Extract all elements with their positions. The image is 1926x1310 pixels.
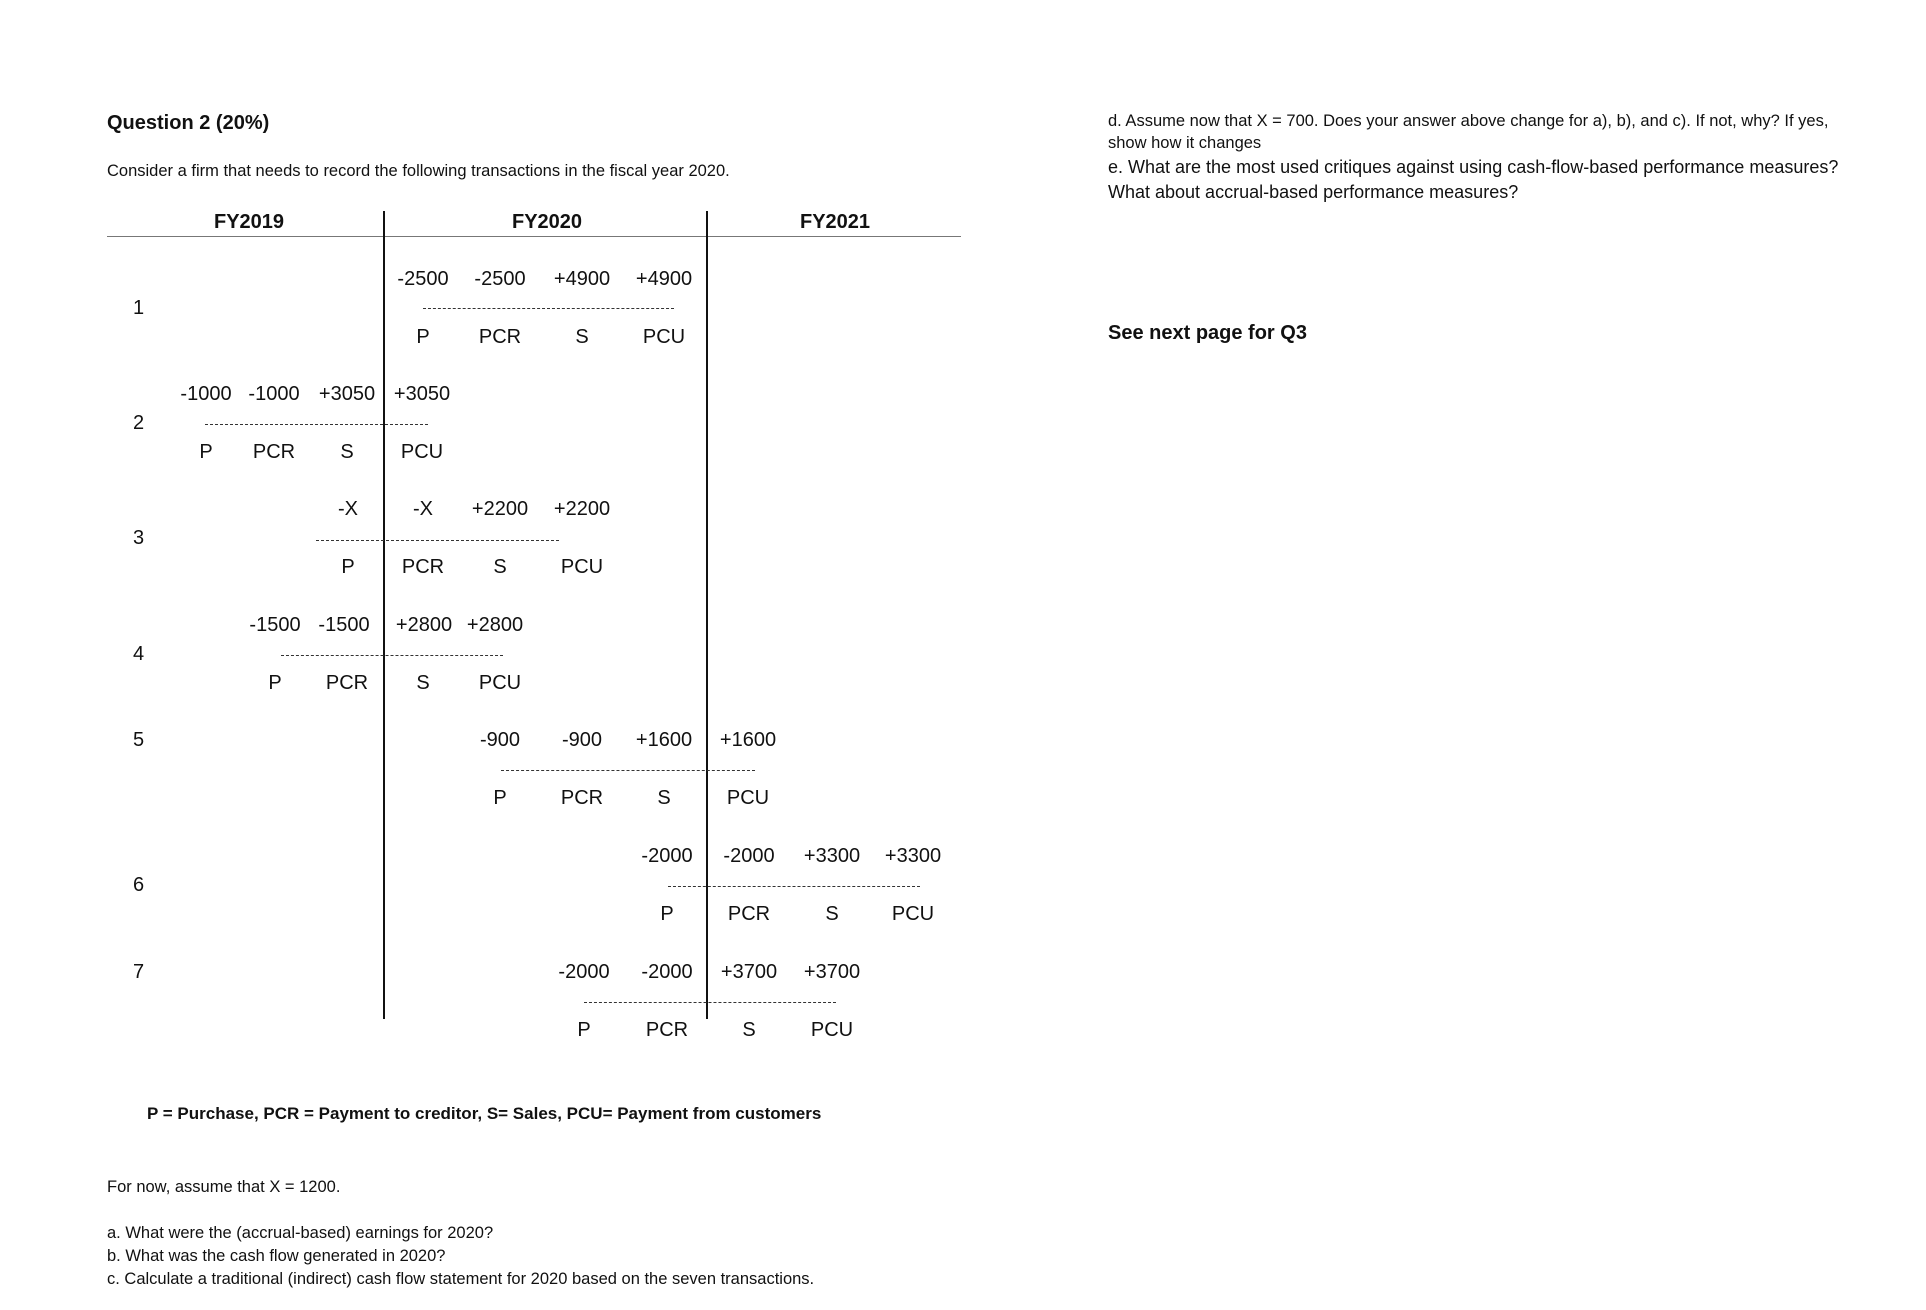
row6-value-pcu: +3300: [884, 845, 942, 867]
row6-value-p: -2000: [641, 845, 693, 867]
fy2020-header: FY2020: [512, 211, 583, 233]
fy2021-header: FY2021: [800, 211, 871, 233]
row1-value-s: +4900: [553, 268, 611, 290]
row2-value-pcr: -1000: [248, 383, 300, 405]
row6-label-s: S: [825, 903, 839, 925]
row4-label-pcr: PCR: [325, 672, 369, 694]
row-number: 3: [133, 527, 145, 549]
row5-label-pcr: PCR: [560, 787, 604, 809]
row6-dashed-span: [668, 886, 920, 887]
row1-value-pcu: +4900: [635, 268, 693, 290]
row2-value-s: +3050: [318, 383, 376, 405]
row5-label-p: P: [493, 787, 507, 809]
row1-value-pcr: -2500: [474, 268, 526, 290]
row5-label-pcu: PCU: [726, 787, 770, 809]
row5-value-p: -900: [479, 729, 521, 751]
fy2019-header: FY2019: [214, 211, 285, 233]
row6-label-pcu: PCU: [891, 903, 935, 925]
row1-value-p: -2500: [397, 268, 449, 290]
row6-value-pcr: -2000: [723, 845, 775, 867]
row2-value-p: -1000: [180, 383, 232, 405]
row4-value-pcr: -1500: [318, 614, 370, 636]
row4-label-s: S: [416, 672, 430, 694]
question-c: c. Calculate a traditional (indirect) cash flow statement for 2020 based on the seven transactions.: [107, 1270, 815, 1288]
row1-label-pcr: PCR: [478, 326, 522, 348]
row5-dashed-span: [501, 770, 755, 771]
row3-value-pcr: -X: [413, 498, 433, 520]
row4-value-pcu: +2800: [466, 614, 524, 636]
row2-label-pcr: PCR: [252, 441, 296, 463]
row5-value-pcr: -900: [561, 729, 603, 751]
legend: P = Purchase, PCR = Payment to creditor, S= Sales, PCU= Payment from customers: [147, 1104, 822, 1123]
row3-label-pcr: PCR: [401, 556, 445, 578]
question-title: Question 2 (20%): [107, 112, 270, 134]
row2-label-s: S: [340, 441, 354, 463]
row7-value-p: -2000: [558, 961, 610, 983]
question-e-line1: e. What are the most used critiques against using cash-flow-based performance measures?: [1108, 157, 1839, 177]
row3-dashed-span: [316, 540, 559, 541]
question-intro: Consider a firm that needs to record the following transactions in the fiscal year 2020.: [107, 162, 730, 180]
fy2020-fy2021-boundary: [706, 211, 708, 1019]
question-b: b. What was the cash flow generated in 2020?: [107, 1247, 446, 1265]
row3-label-p: P: [341, 556, 355, 578]
fy2019-fy2020-boundary: [383, 211, 385, 1019]
question-e-line2: What about accrual-based performance measures?: [1108, 182, 1519, 202]
row3-label-s: S: [493, 556, 507, 578]
assumption-text: For now, assume that X = 1200.: [107, 1178, 341, 1196]
row1-label-p: P: [416, 326, 430, 348]
row6-value-s: +3300: [803, 845, 861, 867]
row7-value-s: +3700: [720, 961, 778, 983]
row2-value-pcu: +3050: [393, 383, 451, 405]
see-next-page-note: See next page for Q3: [1108, 322, 1307, 344]
row5-label-s: S: [657, 787, 671, 809]
row3-value-p: -X: [338, 498, 358, 520]
row3-label-pcu: PCU: [560, 556, 604, 578]
row2-label-p: P: [199, 441, 213, 463]
row5-value-pcu: +1600: [719, 729, 777, 751]
row7-label-p: P: [577, 1019, 591, 1041]
row4-label-p: P: [268, 672, 282, 694]
question-d-line2: show how it changes: [1108, 134, 1262, 152]
row7-label-pcr: PCR: [645, 1019, 689, 1041]
row-number: 2: [133, 412, 145, 434]
question-a: a. What were the (accrual-based) earnings for 2020?: [107, 1224, 494, 1242]
row7-value-pcu: +3700: [803, 961, 861, 983]
row4-label-pcu: PCU: [478, 672, 522, 694]
row-number: 1: [133, 297, 145, 319]
row1-label-s: S: [575, 326, 589, 348]
row3-value-s: +2200: [471, 498, 529, 520]
question-d-line1: d. Assume now that X = 700. Does your answer above change for a), b), and c). If not, why? If yes,: [1108, 112, 1829, 130]
row1-dashed-span: [423, 308, 674, 309]
row6-label-pcr: PCR: [727, 903, 771, 925]
row7-value-pcr: -2000: [641, 961, 693, 983]
row7-label-pcu: PCU: [810, 1019, 854, 1041]
row-number: 6: [133, 874, 145, 896]
row-number: 5: [133, 729, 145, 751]
row7-label-s: S: [742, 1019, 756, 1041]
row6-label-p: P: [660, 903, 674, 925]
row-number: 7: [133, 961, 145, 983]
row2-label-pcu: PCU: [400, 441, 444, 463]
row7-dashed-span: [584, 1002, 836, 1003]
row4-dashed-span: [281, 655, 503, 656]
row3-value-pcu: +2200: [553, 498, 611, 520]
row2-dashed-span: [205, 424, 428, 425]
row4-value-p: -1500: [249, 614, 301, 636]
row4-value-s: +2800: [395, 614, 453, 636]
row-number: 4: [133, 643, 145, 665]
row1-label-pcu: PCU: [642, 326, 686, 348]
row5-value-s: +1600: [635, 729, 693, 751]
timeline-axis: [107, 236, 961, 237]
